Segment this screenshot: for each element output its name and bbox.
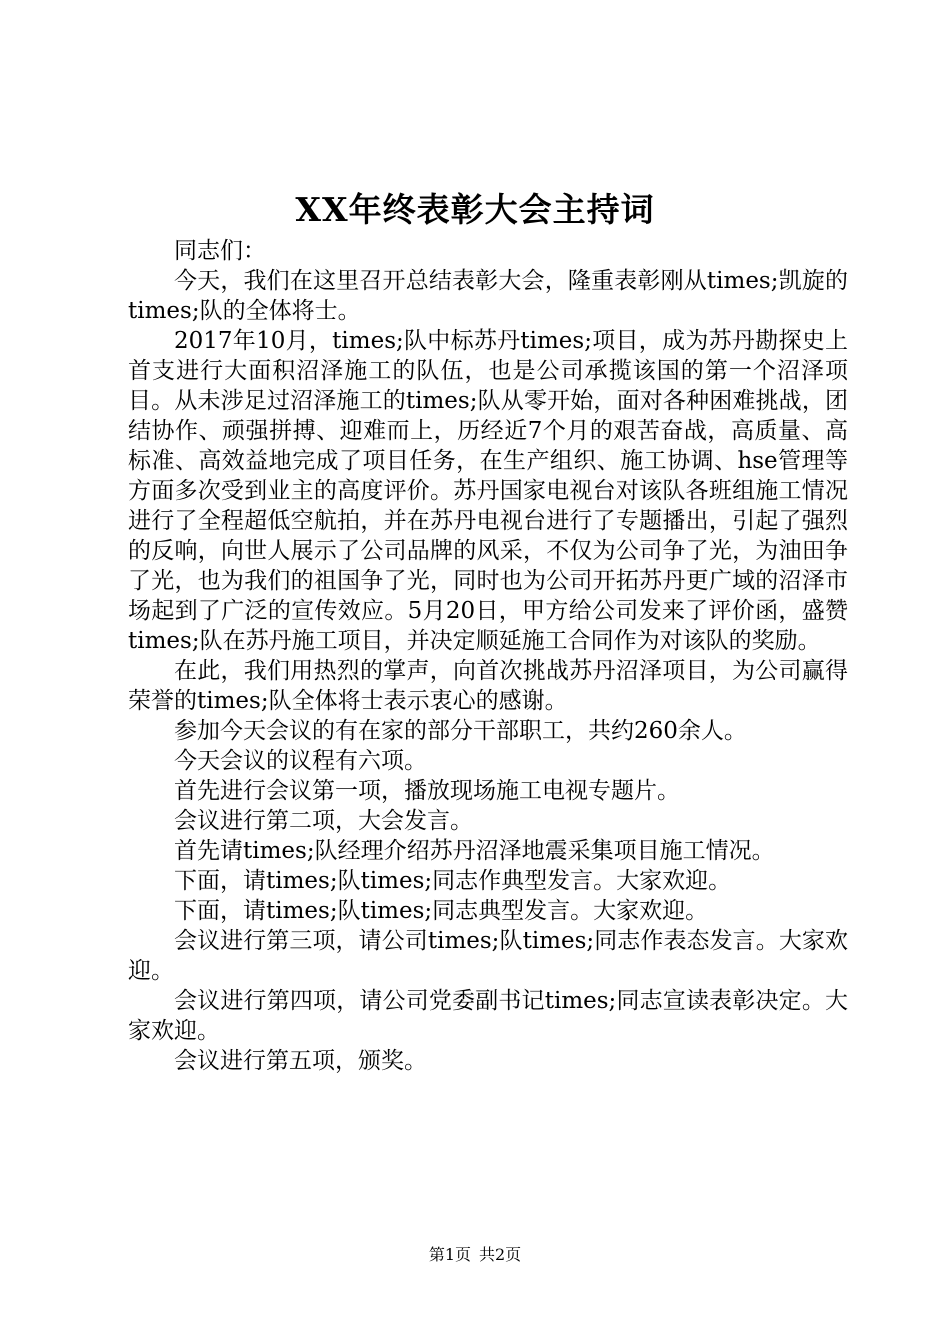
- document-title: XX年终表彰大会主持词: [295, 190, 655, 229]
- page-footer: [0, 1244, 950, 1266]
- speech-paragraph: 下面，请times;队times;同志典型发言。大家欢迎。: [174, 898, 709, 924]
- thanks-paragraph: 在此，我们用热烈的掌声，向首次挑战苏丹沼泽项目，为公司赢得荣誉的times;队全体将士表示衷心的感谢。: [128, 658, 848, 714]
- greeting-paragraph: 同志们：: [174, 238, 266, 264]
- agenda-item-3: 会议进行第三项，请公司times;队times;同志作表态发言。大家欢迎。: [128, 928, 848, 984]
- speech-paragraph: 下面，请times;队times;同志作典型发言。大家欢迎。: [174, 868, 732, 894]
- document-body: [128, 236, 848, 1076]
- agenda-item-2: 会议进行第二项，大会发言。: [174, 808, 473, 834]
- attendance-paragraph: 参加今天会议的有在家的部分干部职工，共约260余人。: [174, 718, 747, 744]
- opening-paragraph: 今天，我们在这里召开总结表彰大会，隆重表彰刚从times;凯旋的times;队的全体将士。: [128, 268, 848, 324]
- agenda-item-5: 会议进行第五项，颁奖。: [174, 1048, 427, 1074]
- page-number: 第1页: [428, 1245, 471, 1264]
- agenda-item-1: 首先进行会议第一项，播放现场施工电视专题片。: [174, 778, 680, 804]
- agenda-paragraph: 今天会议的议程有六项。: [174, 748, 427, 774]
- agenda-item-4: 会议进行第四项，请公司党委副书记times;同志宣读表彰决定。大家欢迎。: [128, 988, 848, 1044]
- speech-paragraph: 首先请times;队经理介绍苏丹沼泽地震采集项目施工情况。: [174, 838, 775, 864]
- page-total: 共2页: [479, 1245, 522, 1264]
- achievement-paragraph: 2017年10月，times;队中标苏丹times;项目，成为苏丹勘探史上首支进行大面积沼泽施工的队伍，也是公司承揽该国的第一个沼泽项目。从未涉足过沼泽施工的times;队从零开始，面对各种困难挑战，团结协作、顽强拼搏、迎难而上，历经近7个月的艰苦奋战，高质量、高标准、高效益地完成了项目任务，在生产组织、施工协调、hse管理等方面多次受到业主的高度评价。苏丹国家电视台对该队各班组施工情况进行了全程超低空航拍，并在苏丹电视台进行了专题播出，引起了强烈的反响，向世人展示了公司品牌的风采，不仅为公司争了光，为油田争了光，也为我们的祖国争了光，同时也为公司开拓苏丹更广域的沼泽市场起到了广泛的宣传效应。5月20日，甲方给公司发来了评价函，盛赞times;队在苏丹施工项目，并决定顺延施工合同作为对该队的奖励。: [128, 328, 848, 654]
